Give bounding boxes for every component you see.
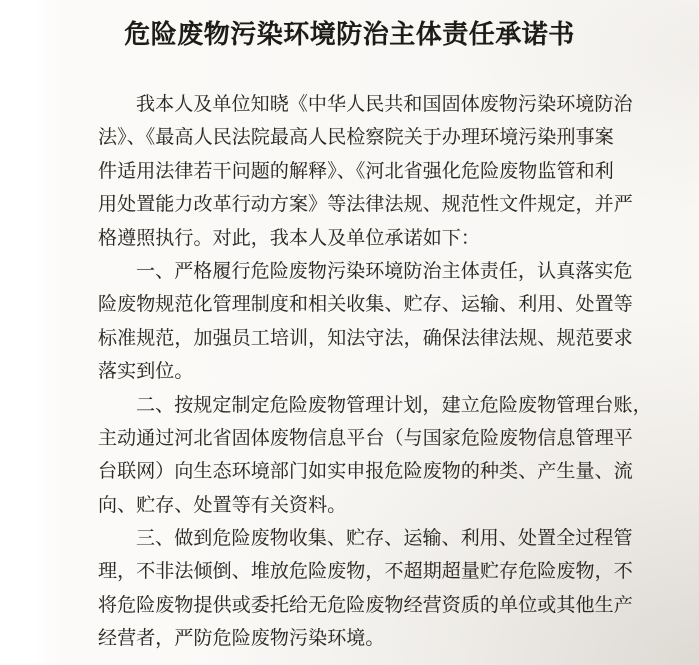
text-line: 落实到位。 [98,361,194,383]
text-line: 格遵照执行。对此，我本人及单位承诺如下： [98,227,481,249]
paragraph [98,389,658,523]
text-line: 险废物规范化管理制度和相关收集、贮存、运输、利用、处置等 [98,294,633,316]
text-line: 经营者，严防危险废物污染环境。 [98,628,385,650]
text-line: 将危险废物提供或委托给无危险废物经营资质的单位或其他生产 [98,594,633,616]
text-line: 件适用法律若干问题的解释》、《河北省强化危险废物监管和利 [98,160,614,182]
text-line: 台联网）向生态环境部门如实申报危险废物的种类、产生量、流 [98,461,633,483]
text-line: 二、按规定制定危险废物管理计划，建立危险废物管理台账， [136,394,652,416]
text-line: 主动通过河北省固体废物信息平台（与国家危险废物信息管理平 [98,427,633,449]
text-line: 一、严格履行危险废物污染环境防治主体责任，认真落实危 [136,260,633,282]
document-title: 危险废物污染环境防治主体责任承诺书 [124,20,575,49]
paragraph [98,88,658,255]
text-line: 用处置能力改革行动方案》等法律法规、规范性文件规定，并严 [98,194,633,216]
text-line: 法》、《最高人民法院最高人民检察院关于办理环境污染刑事案 [98,127,614,149]
text-line: 标准规范，加强员工培训，知法守法，确保法律法规、规范要求 [98,327,633,349]
text-line: 三、做到危险废物收集、贮存、运输、利用、处置全过程管 [136,528,633,550]
text-line: 理，不非法倾倒、堆放危险废物，不超期超量贮存危险废物，不 [98,561,633,583]
document-body [98,88,658,656]
paragraph [98,255,658,389]
text-line: 我本人及单位知晓《中华人民共和国固体废物污染环境防治 [136,94,633,115]
paragraph [98,522,658,656]
text-line: 向、贮存、处置等有关资料。 [98,494,347,516]
